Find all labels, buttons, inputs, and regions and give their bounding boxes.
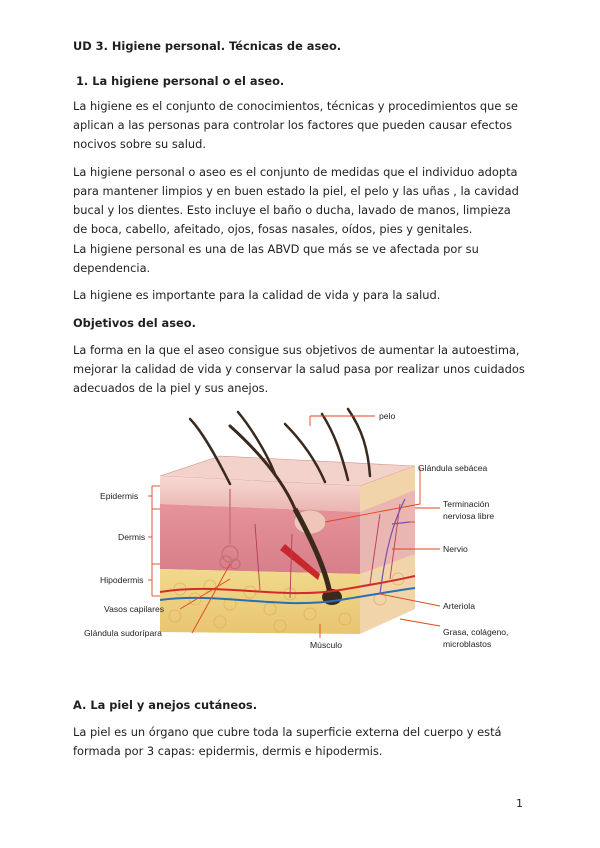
label-terminacion-1: Terminación bbox=[443, 499, 490, 509]
paragraph-abvd: La higiene personal es una de las ABVD que más se ve afectada por su dependencia. bbox=[73, 242, 479, 275]
label-dermis: Dermis bbox=[118, 532, 146, 542]
label-hipodermis: Hipodermis bbox=[100, 575, 144, 585]
label-musculo: Músculo bbox=[310, 640, 342, 650]
label-pelo: pelo bbox=[379, 411, 396, 421]
skin-diagram bbox=[80, 404, 530, 654]
dermis-layer bbox=[160, 504, 360, 574]
section-heading-skin: A. La piel y anejos cutáneos. bbox=[73, 698, 258, 712]
paragraph-skin-layers: La piel es un órgano que cubre toda la superficie externa del cuerpo y está formada por 3 capas: epidermis, dermis e hipodermis. bbox=[73, 725, 502, 758]
section-heading-objectives: Objetivos del aseo. bbox=[73, 316, 196, 330]
label-grasa-1: Grasa, colágeno, bbox=[443, 627, 509, 637]
paragraph-objectives: La forma en la que el aseo consigue sus objetivos de aumentar la autoestima, mejorar la calidad de vida y conservar la salud pasa por realizar unos cuidados adecuados de la piel y sus anejos. bbox=[73, 343, 525, 395]
label-grasa-2: microblastos bbox=[443, 639, 492, 649]
skin-block bbox=[160, 456, 415, 634]
paragraph-personal-hygiene: La higiene personal o aseo es el conjunto de medidas que el individuo adopta para mantener limpios y en buen estado la piel, el pelo y las uñas , la cavidad bucal y los dientes. Esto incluye el baño o ducha, lavado de manos, limpieza de boca, cabello, afeitado, ojos, fosas nasales, oídos, pies y genitales. bbox=[73, 165, 519, 236]
paragraph-hygiene-definition: La higiene es el conjunto de conocimientos, técnicas y procedimientos que se aplican a las personas para controlar los factores que pueden causar efectos nocivos sobre su salud. bbox=[73, 99, 518, 151]
label-glandula-sudoripara: Glándula sudorípara bbox=[84, 628, 162, 638]
label-nervio: Nervio bbox=[443, 544, 468, 554]
label-arteriola: Arteriola bbox=[443, 601, 475, 611]
page-number: 1 bbox=[516, 797, 523, 810]
label-glandula-sebacea: Glándula sebácea bbox=[418, 463, 488, 473]
label-vasos-capilares: Vasos capilares bbox=[104, 604, 165, 614]
section-heading-hygiene: 1. La higiene personal o el aseo. bbox=[76, 74, 285, 88]
label-terminacion-2: nerviosa libre bbox=[443, 511, 495, 521]
label-epidermis: Epidermis bbox=[100, 491, 139, 501]
document-title: UD 3. Higiene personal. Técnicas de aseo. bbox=[73, 39, 342, 53]
paragraph-importance: La higiene es importante para la calidad de vida y para la salud. bbox=[73, 288, 441, 302]
